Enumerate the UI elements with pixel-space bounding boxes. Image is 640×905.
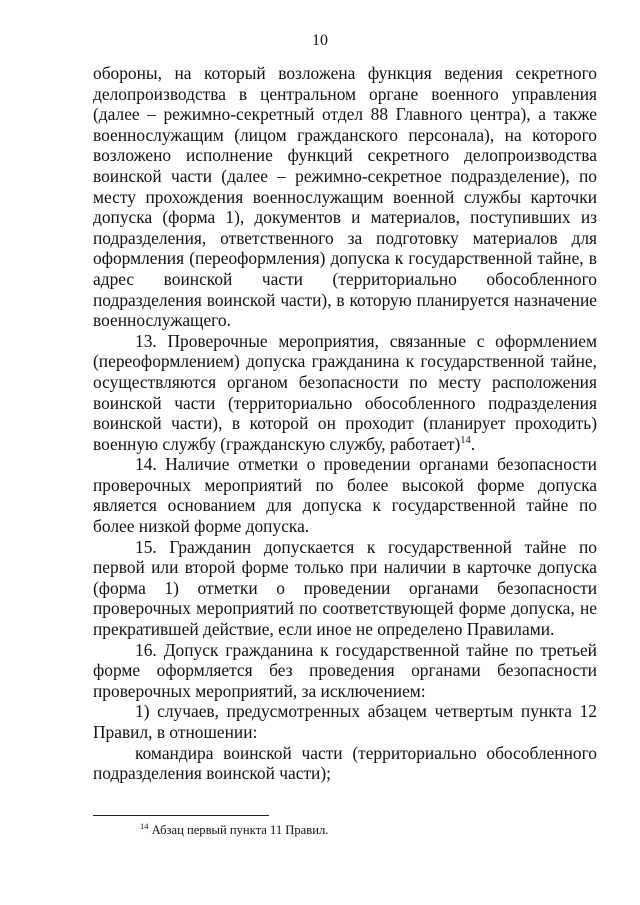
paragraph-item-14: 14. Наличие отметки о проведении органами безопасности проверочных мероприятий по более высокой форме допуска является основанием для допуска к государственной тайне по более низкой форме допуска. — [93, 454, 597, 537]
paragraph-item-15: 15. Гражданин допускается к государственной тайне по первой или второй форме только при наличии в карточке допуска (форма 1) отметки о проведении органами безопасности проверочных мероприятий по соответствующей форме допуска, не прекратившей действие, если иное не определено Правилами. — [93, 536, 597, 640]
footnote-text: Абзац первый пункта 11 Правил. — [151, 823, 329, 837]
footnote-divider — [93, 815, 269, 816]
paragraph-subitem-1: 1) случаев, предусмотренных абзацем четвертым пункта 12 Правил, в отношении: — [93, 701, 597, 742]
footnote-marker: 14 — [140, 820, 149, 831]
document-body — [93, 63, 597, 784]
paragraph-item-13-text: 13. Проверочные мероприятия, связанные с оформлением (переоформлением) допуска гражданина к государственной тайне, осуществляются органом безопасности по месту расположения воинской части (территориально обособленного подразделения воинской части), в которой он проходит (планирует проходить) военную службу (гражданскую службу, работает) — [93, 330, 597, 454]
paragraph-subitem-commander: командира воинской части (территориально обособленного подразделения воинской части); — [93, 742, 597, 784]
footnote — [140, 820, 580, 838]
paragraph-item-13 — [93, 331, 597, 455]
paragraph-continuation: обороны, на который возложена функция ведения секретного делопроизводства в центральном органе военного управления (далее – режимно-секретный отдел 88 Главного центра), а также военнослужащим (лицом гражданского персонала), на которого возложено исполнение функций секретного делопроизводства воинской части (далее – режимно-секретное подразделение), по месту прохождения военнослужащим военной службы карточки допуска (форма 1), документов и материалов, поступивших из подразделения, ответственного за подготовку материалов для оформления (переоформления) допуска к государственной тайне, в адрес воинской части (территориально обособленного подразделения воинской части), в которую планируется назначение военнослужащего. — [93, 63, 597, 331]
footnote-reference: 14 — [460, 434, 471, 446]
paragraph-item-16: 16. Допуск гражданина к государственной тайне по третьей форме оформляется без проведения органами безопасности проверочных мероприятий, за исключением: — [93, 639, 597, 701]
page-number: 10 — [312, 32, 328, 49]
paragraph-item-13-end: . — [470, 433, 476, 454]
